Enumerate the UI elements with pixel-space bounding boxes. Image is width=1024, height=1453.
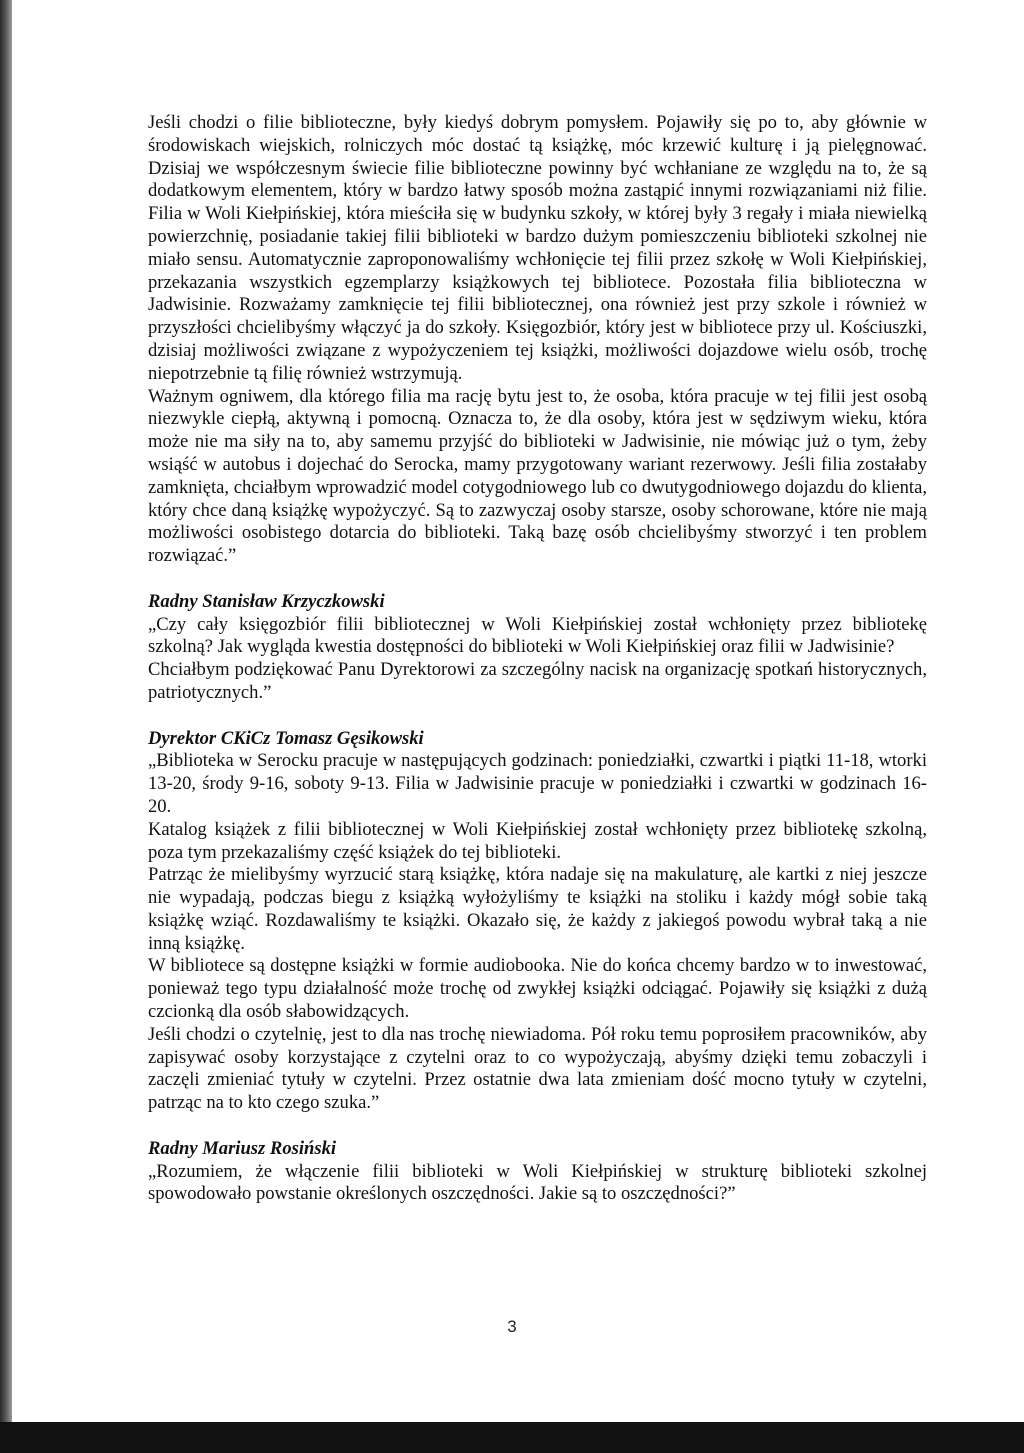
paragraph-filie: Jeśli chodzi o filie biblioteczne, były kiedyś dobrym pomysłem. Pojawiły się po to, aby głównie w środowiskach wiejskich, rolniczych móc dostać tą książkę, móc krzewić kulturę i ją pielęgnować. Dzisiaj we współczesnym świecie filie biblioteczne powinny być wchłaniane ze względu na to, że są dodatkowym elementem, który w bardzo łatwy sposób można zastąpić innymi rozwiązaniami niż filie. Filia w Woli Kiełpińskiej, która mieściła się w budynku szkoły, w której były 3 regały i miała niewielką powierzchnię, posiadanie takiej filii biblioteki w bardzo dużym pomieszczeniu biblioteki szkolnej nie miało sensu. Automatycznie zaproponowaliśmy wchłonięcie tej filii przez szkołę w Woli Kiełpińskiej, przekazania wszystkich egzemplarzy książkowych tej bibliotece. Pozostała filia biblioteczna w Jadwisinie. Rozważamy zamknięcie tej filii bibliotecznej, ona również jest przy szkole i również w przyszłości chcielibyśmy włączyć ja do szkoły. Księgozbiór, który jest w bibliotece przy ul. Kościuszki, dzisiaj możliwości związane z wypożyczeniem tej książki, możliwości dojazdowe wielu osób, trochę niepotrzebnie tą filię również wstrzymują. (148, 112, 927, 384)
speaker-krzyczkowski: Radny Stanisław Krzyczkowski (148, 590, 385, 612)
page-content (148, 112, 927, 1206)
scan-edge-bottom (0, 1422, 1024, 1453)
page-number: 3 (507, 1317, 517, 1336)
speaker-rosinski: Radny Mariusz Rosiński (148, 1137, 337, 1159)
paragraph-rosinski-question: „Rozumiem, że włączenie filii biblioteki w Woli Kiełpińskiej w strukturę biblioteki szkolnej spowodowało powstanie określonych oszczędności. Jakie są to oszczędności?” (148, 1160, 927, 1205)
paragraph-ogniwo: Ważnym ogniwem, dla którego filia ma rację bytu jest to, że osoba, która pracuje w tej filii jest osobą niezwykle ciepłą, aktywną i pomocną. Oznacza to, że dla osoby, która jest w sędziwym wieku, która może nie ma siły na to, aby samemu przyjść do biblioteki w Jadwisinie, nie mówiąc już o tym, żeby wsiąść w autobus i dojechać do Serocka, mamy przygotowany wariant rezerwowy. Jeśli filia zostałaby zamknięta, chciałbym wprowadzić model cotygodniowego lub co dwutygodniowego dojazdu do klienta, który chce daną książkę wypożyczyć. Są to zazwyczaj osoby starsze, osoby schorowane, które nie mają możliwości osobistego dotarcia do biblioteki. Taką bazę osób chcielibyśmy stworzyć i ten problem rozwiązać.” (148, 385, 927, 567)
paragraph-gesikowski-audiobooks: W bibliotece są dostępne książki w formie audiobooka. Nie do końca chcemy bardzo w to inwestować, ponieważ tego typu działalność może trochę od zwykłej książki odciągać. Pojawiły się książki z dużą czcionką dla osób słabowidzących. (148, 955, 927, 1023)
paragraph-gesikowski-books: Patrząc że mielibyśmy wyrzucić starą książkę, która nadaje się na makulaturę, ale kartki z niej jeszcze nie wypadają, podczas biegu z książką wyłożyliśmy te książki na stoliku i każdy mógł sobie taką książkę wziąć. Rozdawaliśmy te książki. Okazało się, że każdy z jakiegoś powodu wybrał taką a nie inną książkę. (148, 864, 927, 954)
speaker-gesikowski: Dyrektor CKiCz Tomasz Gęsikowski (148, 727, 424, 749)
paragraph-krzyczkowski-question: „Czy cały księgozbiór filii bibliotecznej w Woli Kiełpińskiej został wchłonięty przez bibliotekę szkolną? Jak wygląda kwestia dostępności do biblioteki w Woli Kiełpińskiej oraz filii w Jadwisinie? (148, 613, 927, 658)
paragraph-gesikowski-reading-room: Jeśli chodzi o czytelnię, jest to dla nas trochę niewiadoma. Pół roku temu poprosiłem pracowników, aby zapisywać osoby korzystające z czytelni oraz to co wypożyczają, abyśmy dzięki temu zobaczyli i zaczęli zmieniać tytuły w czytelni. Przez ostatnie dwa lata zmieniam dość mocno tytuły w czytelni, patrząc na to kto czego szuka.” (148, 1023, 927, 1114)
paragraph-gesikowski-catalog: Katalog książek z filii bibliotecznej w Woli Kiełpińskiej został wchłonięty przez bibliotekę szkolną, poza tym przekazaliśmy część książek do tej biblioteki. (148, 818, 927, 863)
paragraph-krzyczkowski-thanks: Chciałbym podziękować Panu Dyrektorowi za szczególny nacisk na organizację spotkań historycznych, patriotycznych.” (148, 659, 927, 703)
scan-edge-left (0, 0, 12, 1453)
paragraph-gesikowski-hours: „Biblioteka w Serocku pracuje w następujących godzinach: poniedziałki, czwartki i piątki 11-18, wtorki 13-20, środy 9-16, soboty 9-13. Filia w Jadwisinie pracuje w poniedziałki i czwartki w godzinach 16-20. (148, 750, 927, 817)
